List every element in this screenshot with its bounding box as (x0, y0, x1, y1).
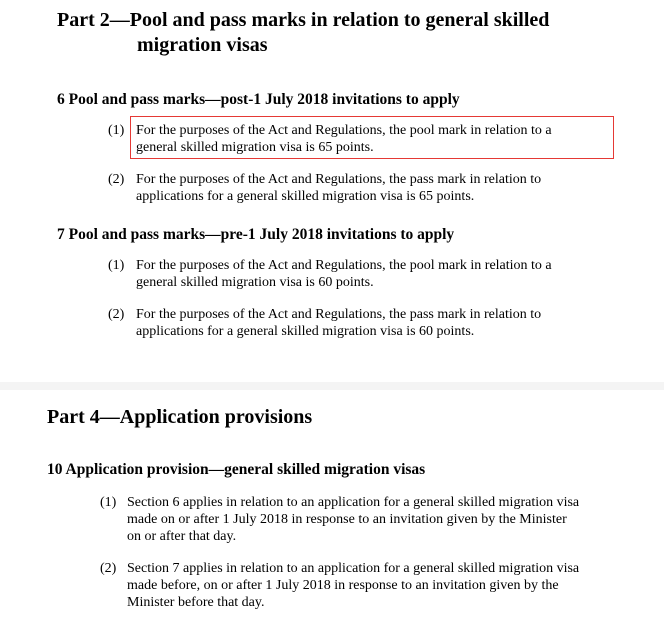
paragraph-text: Section 6 applies in relation to an application for a general skilled migration visa (127, 495, 580, 510)
part-2-title-line-2: migration visas (137, 34, 268, 56)
paragraph-text: general skilled migration visa is 65 points. (136, 140, 374, 155)
section-7-title: 7 Pool and pass marks—pre-1 July 2018 invitations to apply (57, 226, 455, 243)
paragraph-text: For the purposes of the Act and Regulations, the pool mark in relation to a (136, 258, 552, 273)
paragraph-text: Minister before that day. (127, 595, 265, 610)
paragraph-text: made before, on or after 1 July 2018 in response to an invitation given by the (127, 578, 559, 593)
paragraph-text: Section 7 applies in relation to an application for a general skilled migration visa (127, 561, 580, 576)
paragraph-number: (1) (108, 123, 125, 138)
part-4-title: Part 4—Application provisions (47, 406, 313, 428)
paragraph-text: applications for a general skilled migration visa is 60 points. (136, 324, 475, 339)
document-page-bottom (0, 390, 664, 617)
paragraph-number: (2) (100, 561, 117, 576)
paragraph-text: applications for a general skilled migration visa is 65 points. (136, 189, 475, 204)
paragraph-text: For the purposes of the Act and Regulations, the pass mark in relation to (136, 307, 542, 322)
page-divider (0, 382, 664, 390)
paragraph-number: (2) (108, 307, 125, 322)
section-6-title: 6 Pool and pass marks—post-1 July 2018 invitations to apply (57, 91, 460, 108)
paragraph-text: For the purposes of the Act and Regulations, the pool mark in relation to a (136, 123, 552, 138)
paragraph-number: (1) (108, 258, 125, 273)
part-2-title-line-1: Part 2—Pool and pass marks in relation to general skilled (57, 9, 550, 31)
section-10-title: 10 Application provision—general skilled migration visas (47, 461, 426, 478)
paragraph-text: For the purposes of the Act and Regulations, the pass mark in relation to (136, 172, 542, 187)
paragraph-text: on or after that day. (127, 529, 237, 544)
paragraph-number: (1) (100, 495, 117, 510)
paragraph-text: general skilled migration visa is 60 points. (136, 275, 374, 290)
paragraph-text: made on or after 1 July 2018 in response to an invitation given by the Minister (127, 512, 567, 527)
paragraph-number: (2) (108, 172, 125, 187)
